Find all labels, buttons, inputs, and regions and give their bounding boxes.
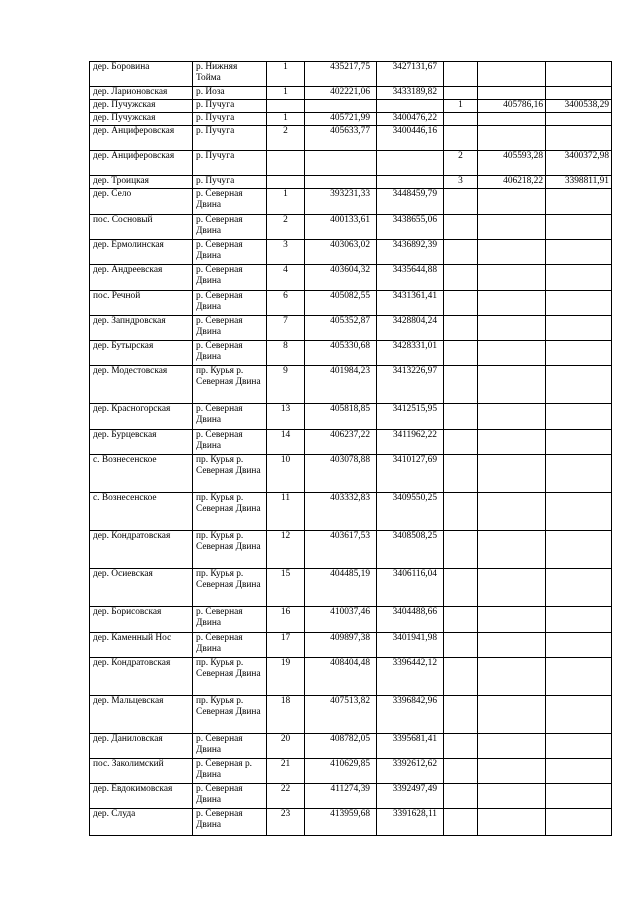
point-number-cell: 16 <box>267 607 305 633</box>
coord-x-cell-2 <box>478 607 546 633</box>
coord-y-cell: 3401941,98 <box>377 633 444 658</box>
settlement-cell: дер. Кондратовская <box>90 658 193 696</box>
coord-y-cell: 3406116,04 <box>377 569 444 607</box>
coord-x-cell-2 <box>478 62 546 87</box>
coord-y-cell: 3448459,79 <box>377 189 444 215</box>
coord-x-cell: 435217,75 <box>305 62 377 87</box>
coord-x-cell-2 <box>478 113 546 126</box>
river-cell: пр. Курья р. Северная Двина <box>193 696 267 734</box>
table-row <box>90 87 612 100</box>
table-row <box>90 658 612 696</box>
settlement-cell: дер. Бурцевская <box>90 430 193 455</box>
point-number-cell-2 <box>444 607 478 633</box>
settlement-cell: дер. Запндровская <box>90 316 193 341</box>
point-number-cell-2 <box>444 658 478 696</box>
river-cell: пр. Курья р. Северная Двина <box>193 493 267 531</box>
point-number-cell-2 <box>444 696 478 734</box>
coord-y-cell-2 <box>546 633 612 658</box>
point-number-cell: 12 <box>267 531 305 569</box>
coord-y-cell-2 <box>546 189 612 215</box>
coord-y-cell-2 <box>546 455 612 493</box>
coord-y-cell: 3400476,22 <box>377 113 444 126</box>
coord-x-cell: 408782,05 <box>305 734 377 759</box>
coord-y-cell-2 <box>546 607 612 633</box>
settlement-cell: дер. Ермолинская <box>90 240 193 265</box>
settlement-cell: дер. Ларионовская <box>90 87 193 100</box>
coord-y-cell-2 <box>546 215 612 240</box>
point-number-cell-2 <box>444 240 478 265</box>
coord-x-cell: 403078,88 <box>305 455 377 493</box>
river-cell: пр. Курья р. Северная Двина <box>193 569 267 607</box>
point-number-cell-2 <box>444 215 478 240</box>
table-row <box>90 633 612 658</box>
coord-x-cell-2 <box>478 531 546 569</box>
coord-y-cell: 3411962,22 <box>377 430 444 455</box>
point-number-cell: 6 <box>267 291 305 316</box>
point-number-cell: 13 <box>267 404 305 430</box>
point-number-cell-2 <box>444 113 478 126</box>
coord-y-cell-2 <box>546 265 612 291</box>
point-number-cell: 1 <box>267 189 305 215</box>
coord-x-cell-2 <box>478 633 546 658</box>
settlement-cell: дер. Боровина <box>90 62 193 87</box>
table-row <box>90 366 612 404</box>
coord-y-cell-2 <box>546 366 612 404</box>
river-cell: р. Пучуга <box>193 100 267 113</box>
table-row <box>90 151 612 176</box>
river-cell: пр. Курья р. Северная Двина <box>193 366 267 404</box>
settlement-cell: пос. Заколимский <box>90 759 193 784</box>
coord-y-cell: 3431361,41 <box>377 291 444 316</box>
settlement-cell: пос. Речной <box>90 291 193 316</box>
point-number-cell-2 <box>444 366 478 404</box>
point-number-cell: 19 <box>267 658 305 696</box>
coord-x-cell-2 <box>478 341 546 366</box>
point-number-cell: 11 <box>267 493 305 531</box>
settlement-cell: дер. Пучужская <box>90 113 193 126</box>
coord-x-cell: 408404,48 <box>305 658 377 696</box>
coord-y-cell: 3428804,24 <box>377 316 444 341</box>
settlement-cell: дер. Мальцевская <box>90 696 193 734</box>
river-cell: р. Северная Двина <box>193 404 267 430</box>
point-number-cell <box>267 151 305 176</box>
table-row <box>90 531 612 569</box>
river-cell: р. Северная Двина <box>193 291 267 316</box>
coord-y-cell-2 <box>546 569 612 607</box>
coord-x-cell: 403332,83 <box>305 493 377 531</box>
coord-y-cell: 3409550,25 <box>377 493 444 531</box>
point-number-cell: 7 <box>267 316 305 341</box>
point-number-cell: 2 <box>267 126 305 151</box>
coord-y-cell: 3433189,82 <box>377 87 444 100</box>
coord-y-cell-2 <box>546 113 612 126</box>
coord-y-cell-2: 3400538,29 <box>546 100 612 113</box>
coord-y-cell-2 <box>546 341 612 366</box>
point-number-cell: 22 <box>267 784 305 809</box>
point-number-cell: 23 <box>267 809 305 836</box>
coord-y-cell <box>377 151 444 176</box>
coord-x-cell: 405721,99 <box>305 113 377 126</box>
river-cell: пр. Курья р. Северная Двина <box>193 531 267 569</box>
river-cell: р. Пучуга <box>193 176 267 189</box>
point-number-cell-2 <box>444 291 478 316</box>
river-cell: пр. Курья р. Северная Двина <box>193 658 267 696</box>
coord-y-cell-2 <box>546 291 612 316</box>
coord-y-cell: 3438655,06 <box>377 215 444 240</box>
river-cell: р. Нижняя Тойма <box>193 62 267 87</box>
river-cell: р. Северная Двина <box>193 607 267 633</box>
point-number-cell: 18 <box>267 696 305 734</box>
river-cell: р. Северная Двина <box>193 215 267 240</box>
coord-x-cell: 411274,39 <box>305 784 377 809</box>
coord-x-cell-2 <box>478 696 546 734</box>
coord-x-cell: 402221,06 <box>305 87 377 100</box>
coord-x-cell: 400133,61 <box>305 215 377 240</box>
coord-x-cell-2 <box>478 87 546 100</box>
table-row <box>90 316 612 341</box>
coord-y-cell-2 <box>546 658 612 696</box>
river-cell: р. Северная Двина <box>193 316 267 341</box>
table-row <box>90 341 612 366</box>
coord-x-cell-2 <box>478 809 546 836</box>
point-number-cell-2 <box>444 430 478 455</box>
coord-x-cell: 407513,82 <box>305 696 377 734</box>
point-number-cell-2 <box>444 341 478 366</box>
coord-y-cell: 3404488,66 <box>377 607 444 633</box>
coord-x-cell: 405633,77 <box>305 126 377 151</box>
coord-y-cell: 3412515,95 <box>377 404 444 430</box>
point-number-cell-2 <box>444 265 478 291</box>
coord-x-cell: 409897,38 <box>305 633 377 658</box>
coord-x-cell: 393231,33 <box>305 189 377 215</box>
table-row <box>90 696 612 734</box>
coord-y-cell <box>377 100 444 113</box>
coord-y-cell <box>377 176 444 189</box>
table-row <box>90 607 612 633</box>
point-number-cell-2 <box>444 759 478 784</box>
coord-y-cell-2: 3400372,98 <box>546 151 612 176</box>
point-number-cell-2 <box>444 126 478 151</box>
coord-x-cell-2 <box>478 265 546 291</box>
point-number-cell-2: 1 <box>444 100 478 113</box>
river-cell: пр. Курья р. Северная Двина <box>193 455 267 493</box>
coord-x-cell-2 <box>478 658 546 696</box>
point-number-cell-2 <box>444 455 478 493</box>
settlement-cell: дер. Евдокимовская <box>90 784 193 809</box>
coord-x-cell: 410037,46 <box>305 607 377 633</box>
settlement-cell: дер. Бутырская <box>90 341 193 366</box>
settlement-cell: дер. Даниловская <box>90 734 193 759</box>
point-number-cell <box>267 176 305 189</box>
coord-x-cell-2 <box>478 759 546 784</box>
coord-x-cell-2 <box>478 430 546 455</box>
coord-y-cell: 3413226,97 <box>377 366 444 404</box>
point-number-cell-2 <box>444 734 478 759</box>
river-cell: р. Северная Двина <box>193 809 267 836</box>
table-row <box>90 265 612 291</box>
settlement-cell: с. Вознесенское <box>90 493 193 531</box>
table-row <box>90 430 612 455</box>
coord-y-cell: 3428331,01 <box>377 341 444 366</box>
coord-x-cell-2 <box>478 189 546 215</box>
river-cell: р. Северная Двина <box>193 430 267 455</box>
coord-y-cell-2 <box>546 809 612 836</box>
coord-x-cell: 403604,32 <box>305 265 377 291</box>
coord-x-cell: 403617,53 <box>305 531 377 569</box>
settlement-cell: дер. Красногорская <box>90 404 193 430</box>
coord-x-cell-2 <box>478 569 546 607</box>
coord-y-cell-2 <box>546 696 612 734</box>
coord-y-cell-2: 3398811,91 <box>546 176 612 189</box>
coord-x-cell <box>305 100 377 113</box>
table-row <box>90 126 612 151</box>
coord-x-cell: 405082,55 <box>305 291 377 316</box>
river-cell: р. Северная Двина <box>193 240 267 265</box>
river-cell: р. Северная Двина <box>193 341 267 366</box>
coord-x-cell: 413959,68 <box>305 809 377 836</box>
coord-x-cell-2 <box>478 215 546 240</box>
coord-y-cell: 3392612,62 <box>377 759 444 784</box>
coord-y-cell-2 <box>546 404 612 430</box>
coordinates-table <box>89 61 612 836</box>
coord-x-cell <box>305 176 377 189</box>
point-number-cell-2 <box>444 87 478 100</box>
coord-y-cell: 3396842,96 <box>377 696 444 734</box>
settlement-cell: с. Вознесенское <box>90 455 193 493</box>
point-number-cell-2 <box>444 404 478 430</box>
settlement-cell: дер. Модестовская <box>90 366 193 404</box>
point-number-cell-2 <box>444 633 478 658</box>
table-row <box>90 809 612 836</box>
table-row <box>90 240 612 265</box>
point-number-cell: 15 <box>267 569 305 607</box>
table-row <box>90 113 612 126</box>
coord-y-cell: 3435644,88 <box>377 265 444 291</box>
settlement-cell: дер. Пучужская <box>90 100 193 113</box>
table-row <box>90 404 612 430</box>
point-number-cell: 10 <box>267 455 305 493</box>
table-row <box>90 734 612 759</box>
table-row <box>90 291 612 316</box>
coord-y-cell: 3427131,67 <box>377 62 444 87</box>
table-row <box>90 100 612 113</box>
coord-y-cell-2 <box>546 87 612 100</box>
point-number-cell-2 <box>444 62 478 87</box>
coord-x-cell-2: 405786,16 <box>478 100 546 113</box>
coord-y-cell: 3395681,41 <box>377 734 444 759</box>
river-cell: р. Иоза <box>193 87 267 100</box>
coord-x-cell: 404485,19 <box>305 569 377 607</box>
point-number-cell-2 <box>444 316 478 341</box>
river-cell: р. Северная Двина <box>193 734 267 759</box>
coord-y-cell-2 <box>546 734 612 759</box>
point-number-cell: 4 <box>267 265 305 291</box>
table-row <box>90 493 612 531</box>
settlement-cell: дер. Кондратовская <box>90 531 193 569</box>
point-number-cell-2: 2 <box>444 151 478 176</box>
table-row <box>90 569 612 607</box>
river-cell: р. Северная Двина <box>193 265 267 291</box>
table-row <box>90 759 612 784</box>
coord-y-cell: 3392497,49 <box>377 784 444 809</box>
coord-x-cell-2 <box>478 784 546 809</box>
point-number-cell: 9 <box>267 366 305 404</box>
settlement-cell: дер. Осиевская <box>90 569 193 607</box>
river-cell: р. Северная р. Двина <box>193 759 267 784</box>
settlement-cell: дер. Андреевская <box>90 265 193 291</box>
coord-y-cell: 3396442,12 <box>377 658 444 696</box>
coord-x-cell-2 <box>478 316 546 341</box>
point-number-cell-2 <box>444 784 478 809</box>
coord-x-cell <box>305 151 377 176</box>
table-row <box>90 176 612 189</box>
table-row <box>90 215 612 240</box>
point-number-cell: 1 <box>267 62 305 87</box>
settlement-cell: дер. Слуда <box>90 809 193 836</box>
coord-x-cell-2 <box>478 240 546 265</box>
river-cell: р. Северная Двина <box>193 189 267 215</box>
coord-y-cell-2 <box>546 126 612 151</box>
settlement-cell: дер. Село <box>90 189 193 215</box>
coord-x-cell-2 <box>478 455 546 493</box>
point-number-cell: 2 <box>267 215 305 240</box>
table-row <box>90 784 612 809</box>
coord-x-cell: 405818,85 <box>305 404 377 430</box>
settlement-cell: дер. Анциферовская <box>90 126 193 151</box>
coord-y-cell: 3436892,39 <box>377 240 444 265</box>
coord-y-cell-2 <box>546 62 612 87</box>
coord-y-cell-2 <box>546 531 612 569</box>
river-cell: р. Пучуга <box>193 126 267 151</box>
coord-y-cell: 3408508,25 <box>377 531 444 569</box>
coord-x-cell-2: 405593,28 <box>478 151 546 176</box>
settlement-cell: дер. Борисовская <box>90 607 193 633</box>
point-number-cell-2 <box>444 809 478 836</box>
point-number-cell: 1 <box>267 113 305 126</box>
coord-x-cell: 405330,68 <box>305 341 377 366</box>
settlement-cell: пос. Сосновый <box>90 215 193 240</box>
coord-x-cell-2 <box>478 404 546 430</box>
coord-x-cell-2 <box>478 366 546 404</box>
coord-y-cell: 3410127,69 <box>377 455 444 493</box>
coord-x-cell: 403063,02 <box>305 240 377 265</box>
coord-y-cell-2 <box>546 240 612 265</box>
point-number-cell <box>267 100 305 113</box>
settlement-cell: дер. Каменный Нос <box>90 633 193 658</box>
table-row <box>90 62 612 87</box>
point-number-cell-2 <box>444 569 478 607</box>
point-number-cell: 21 <box>267 759 305 784</box>
point-number-cell-2: 3 <box>444 176 478 189</box>
coord-x-cell-2 <box>478 493 546 531</box>
point-number-cell-2 <box>444 189 478 215</box>
coord-x-cell-2 <box>478 126 546 151</box>
table-row <box>90 189 612 215</box>
coord-x-cell: 406237,22 <box>305 430 377 455</box>
coord-x-cell-2 <box>478 291 546 316</box>
point-number-cell-2 <box>444 531 478 569</box>
coord-y-cell-2 <box>546 759 612 784</box>
river-cell: р. Северная Двина <box>193 633 267 658</box>
coord-x-cell: 410629,85 <box>305 759 377 784</box>
coord-y-cell: 3391628,11 <box>377 809 444 836</box>
coord-x-cell-2 <box>478 734 546 759</box>
point-number-cell-2 <box>444 493 478 531</box>
river-cell: р. Пучуга <box>193 113 267 126</box>
point-number-cell: 1 <box>267 87 305 100</box>
coord-y-cell-2 <box>546 316 612 341</box>
table-row <box>90 455 612 493</box>
coord-y-cell-2 <box>546 784 612 809</box>
coord-x-cell: 405352,87 <box>305 316 377 341</box>
point-number-cell: 20 <box>267 734 305 759</box>
coord-x-cell-2: 406218,22 <box>478 176 546 189</box>
settlement-cell: дер. Анциферовская <box>90 151 193 176</box>
coord-y-cell-2 <box>546 493 612 531</box>
river-cell: р. Северная Двина <box>193 784 267 809</box>
river-cell: р. Пучуга <box>193 151 267 176</box>
point-number-cell: 14 <box>267 430 305 455</box>
point-number-cell: 3 <box>267 240 305 265</box>
coord-y-cell: 3400446,16 <box>377 126 444 151</box>
coord-x-cell: 401984,23 <box>305 366 377 404</box>
coord-y-cell-2 <box>546 430 612 455</box>
point-number-cell: 8 <box>267 341 305 366</box>
point-number-cell: 17 <box>267 633 305 658</box>
settlement-cell: дер. Троицкая <box>90 176 193 189</box>
